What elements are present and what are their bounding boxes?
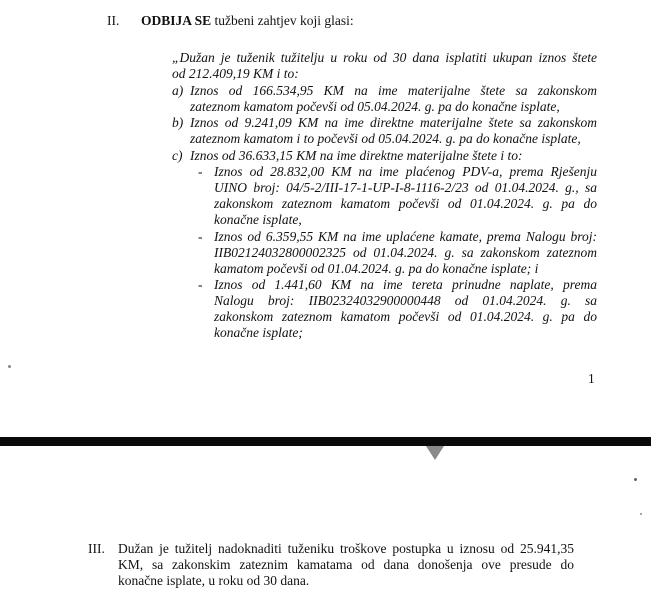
quote-intro-line1: „Dužan je tuženik tužitelju u roku od 30 dana isplatiti ukupan iznos štete bbox=[172, 50, 597, 65]
scan-speck bbox=[8, 365, 11, 368]
heading-bold: ODBIJA SE bbox=[141, 13, 212, 28]
subitem-3-line4: konačne isplate; bbox=[214, 325, 303, 340]
quote-intro-line2: od 212.409,19 KM i to: bbox=[172, 66, 299, 81]
subitem-3-line3: zakonskom zateznom kamatom počevši od 01.04.2024. g. pa do bbox=[214, 309, 597, 324]
section-ii-numeral: II. bbox=[107, 13, 120, 28]
item-b-line2: zateznom kamatom i to počevši od 05.04.2024. g. pa do konačne isplate, bbox=[190, 131, 581, 146]
item-c-marker: c) bbox=[172, 148, 183, 163]
section-ii-heading bbox=[141, 13, 354, 29]
subitem-2-line3: kamatom počevši od 01.04.2024. g. pa do konačne isplate; i bbox=[214, 261, 539, 276]
item-a-line1: Iznos od 166.534,95 KM na ime materijalne štete sa zakonskom bbox=[190, 83, 597, 98]
item-a-marker: a) bbox=[172, 83, 184, 98]
subitem-1-line3: zakonskom zateznom kamatom počevši od 01.04.2024. g. pa do bbox=[214, 196, 597, 211]
subitem-1-line1: Iznos od 28.832,00 KM na ime plaćenog PDV-a, prema Rješenju bbox=[214, 164, 597, 179]
scan-speck bbox=[634, 478, 637, 481]
subitem-3-line1: Iznos od 1.441,60 KM na ime tereta prinudne naplate, prema bbox=[214, 277, 597, 292]
subitem-1-line4: konačne isplate, bbox=[214, 212, 302, 227]
section-iii-line1: Dužan je tužitelj nadoknaditi tuženiku troškove postupka u iznosu od 25.941,35 bbox=[118, 541, 574, 556]
item-c-line1: Iznos od 36.633,15 KM na ime direktne materijalne štete i to: bbox=[190, 148, 523, 163]
subitem-2-line1: Iznos od 6.359,55 KM na ime uplaćene kamate, prema Nalogu broj: bbox=[214, 229, 597, 244]
page-number: 1 bbox=[588, 371, 595, 386]
subitem-1-marker: - bbox=[198, 164, 203, 179]
section-iii-numeral: III. bbox=[88, 541, 105, 556]
section-iii-line3: konačne isplate, u roku od 30 dana. bbox=[118, 573, 310, 588]
subitem-2-marker: - bbox=[198, 229, 203, 244]
subitem-3-line2: Nalogu broj: IIB02324032900000448 od 01.04.2024. g. sa bbox=[214, 293, 597, 308]
scan-artifact-icon bbox=[426, 446, 444, 460]
subitem-2-line2: IIB02124032800002325 od 01.04.2024. g. sa zakonskom zateznom bbox=[214, 245, 597, 260]
scan-speck bbox=[640, 513, 642, 515]
page-break-bar bbox=[0, 437, 651, 446]
subitem-1-line2: UINO broj: 04/5-2/III-17-1-UP-I-8-1116-2/23 od 01.04.2024. g., sa bbox=[214, 180, 597, 195]
item-b-line1: Iznos od 9.241,09 KM na ime direktne materijalne štete sa zakonskom bbox=[190, 115, 597, 130]
item-a-line2: zateznom kamatom počevši od 05.04.2024. g. pa do konačne isplate, bbox=[190, 99, 560, 114]
section-iii-line2: KM, sa zakonskim zateznim kamatama od dana donošenja ove presude do bbox=[118, 557, 574, 572]
heading-rest: tužbeni zahtjev koji glasi: bbox=[211, 13, 354, 28]
item-b-marker: b) bbox=[172, 115, 184, 130]
subitem-3-marker: - bbox=[198, 277, 203, 292]
